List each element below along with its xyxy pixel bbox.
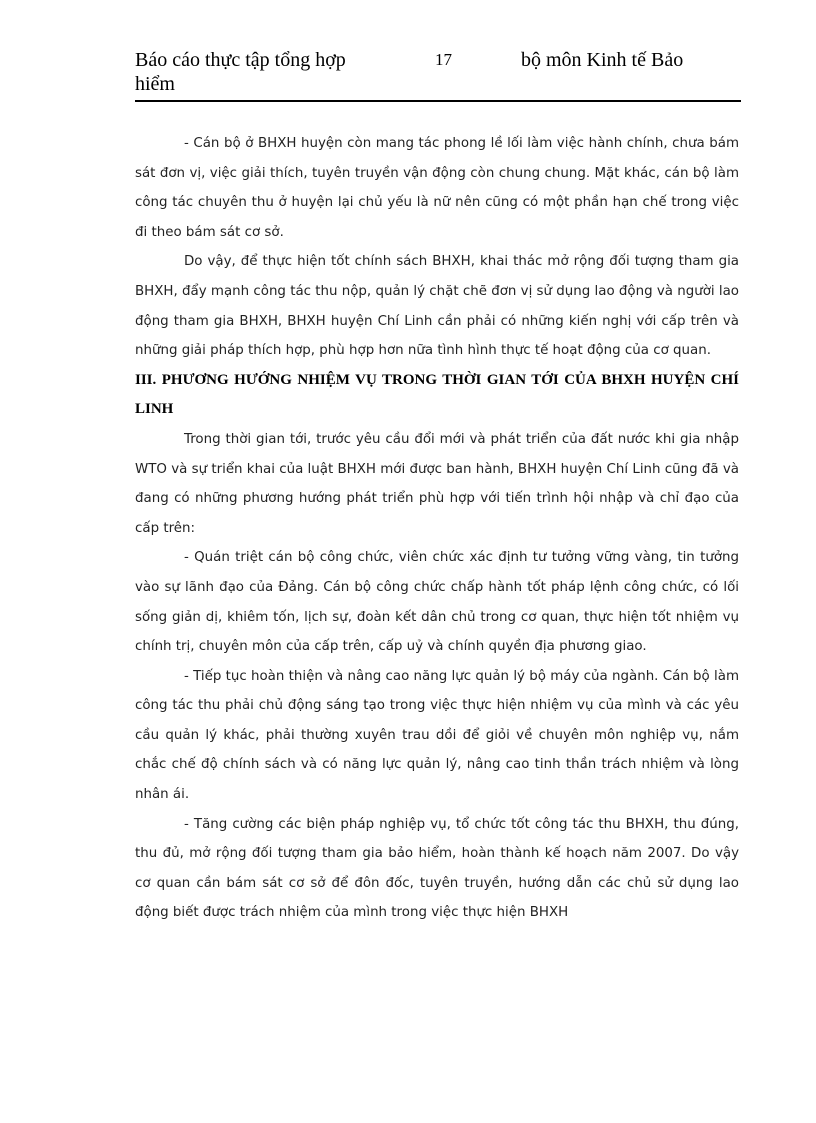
page-header: [135, 48, 741, 102]
document-body: [135, 129, 739, 928]
paragraph-recommendations: Do vậy, để thực hiện tốt chính sách BHXH, khai thác mở rộng đối tượng tham gia BHXH, đẩy mạnh công tác thu nộp, quản lý chặt chẽ đơn vị sử dụng lao động và người lao động tham gia BHXH, BHXH huyện Chí Linh cần phải có những kiến nghị với cấp trên và những giải pháp thích hợp, phù hợp hơn nữa tình hình thực tế hoạt động của cơ quan.: [135, 254, 739, 359]
page-number: 17: [435, 50, 452, 69]
paragraph-staff-limitations: - Cán bộ ở BHXH huyện còn mang tác phong lề lối làm việc hành chính, chưa bám sát đơn vị, việc giải thích, tuyên truyền vận động còn chung chung. Mặt khác, cán bộ làm công tác chuyên thu ở huyện lại chủ yếu là nữ nên cũng có một phần hạn chế trong việc đi theo bám sát cơ sở.: [135, 136, 739, 240]
header-department: bộ môn Kinh tế Bảo: [521, 49, 684, 71]
header-title-continued: hiểm: [135, 73, 175, 95]
paragraph-capacity: - Tiếp tục hoàn thiện và nâng cao năng lực quản lý bộ máy của ngành. Cán bộ làm công tác thu phải chủ động sáng tạo trong việc thực hiện nhiệm vụ của mình và các yêu cầu quản lý khác, phải thường xuyên trau dồi để giỏi về chuyên môn nghiệp vụ, nắm chắc chế độ chính sách và có năng lực quản lý, nâng cao tinh thần trách nhiệm và lòng nhân ái.: [135, 668, 739, 803]
paragraph-collection: - Tăng cường các biện pháp nghiệp vụ, tổ chức tốt công tác thu BHXH, thu đúng, thu đủ, mở rộng đối tượng tham gia bảo hiểm, hoàn thành kế hoạch năm 2007. Do vậy cơ quan cần bám sát cơ sở để đôn đốc, tuyên truyền, hướng dẫn các chủ sử dụng lao động biết được trách nhiệm của mình trong việc thực hiện BHXH: [135, 816, 739, 921]
paragraph-ideology: - Quán triệt cán bộ công chức, viên chức xác định tư tưởng vững vàng, tin tưởng vào sự lãnh đạo của Đảng. Cán bộ công chức chấp hành tốt pháp lệnh công chức, có lối sống giản dị, khiêm tốn, lịch sự, đoàn kết dân chủ trong cơ quan, thực hiện tốt nhiệm vụ chính trị, chuyên môn của cấp trên, cấp uỷ và chính quyền địa phương giao.: [135, 550, 739, 655]
paragraph-direction-intro: Trong thời gian tới, trước yêu cầu đổi mới và phát triển của đất nước khi gia nhập WTO và sự triển khai của luật BHXH mới được ban hành, BHXH huyện Chí Linh cũng đã và đang có những phương hướng phát triển phù hợp với tiến trình hội nhập và chỉ đạo của cấp trên:: [135, 431, 739, 536]
header-title: Báo cáo thực tập tổng hợp: [135, 49, 346, 71]
section-heading: III. PHƯƠNG HƯỚNG NHIỆM VỤ TRONG THỜI GIAN TỚI CỦA BHXH HUYỆN CHÍ LINH: [135, 371, 739, 418]
